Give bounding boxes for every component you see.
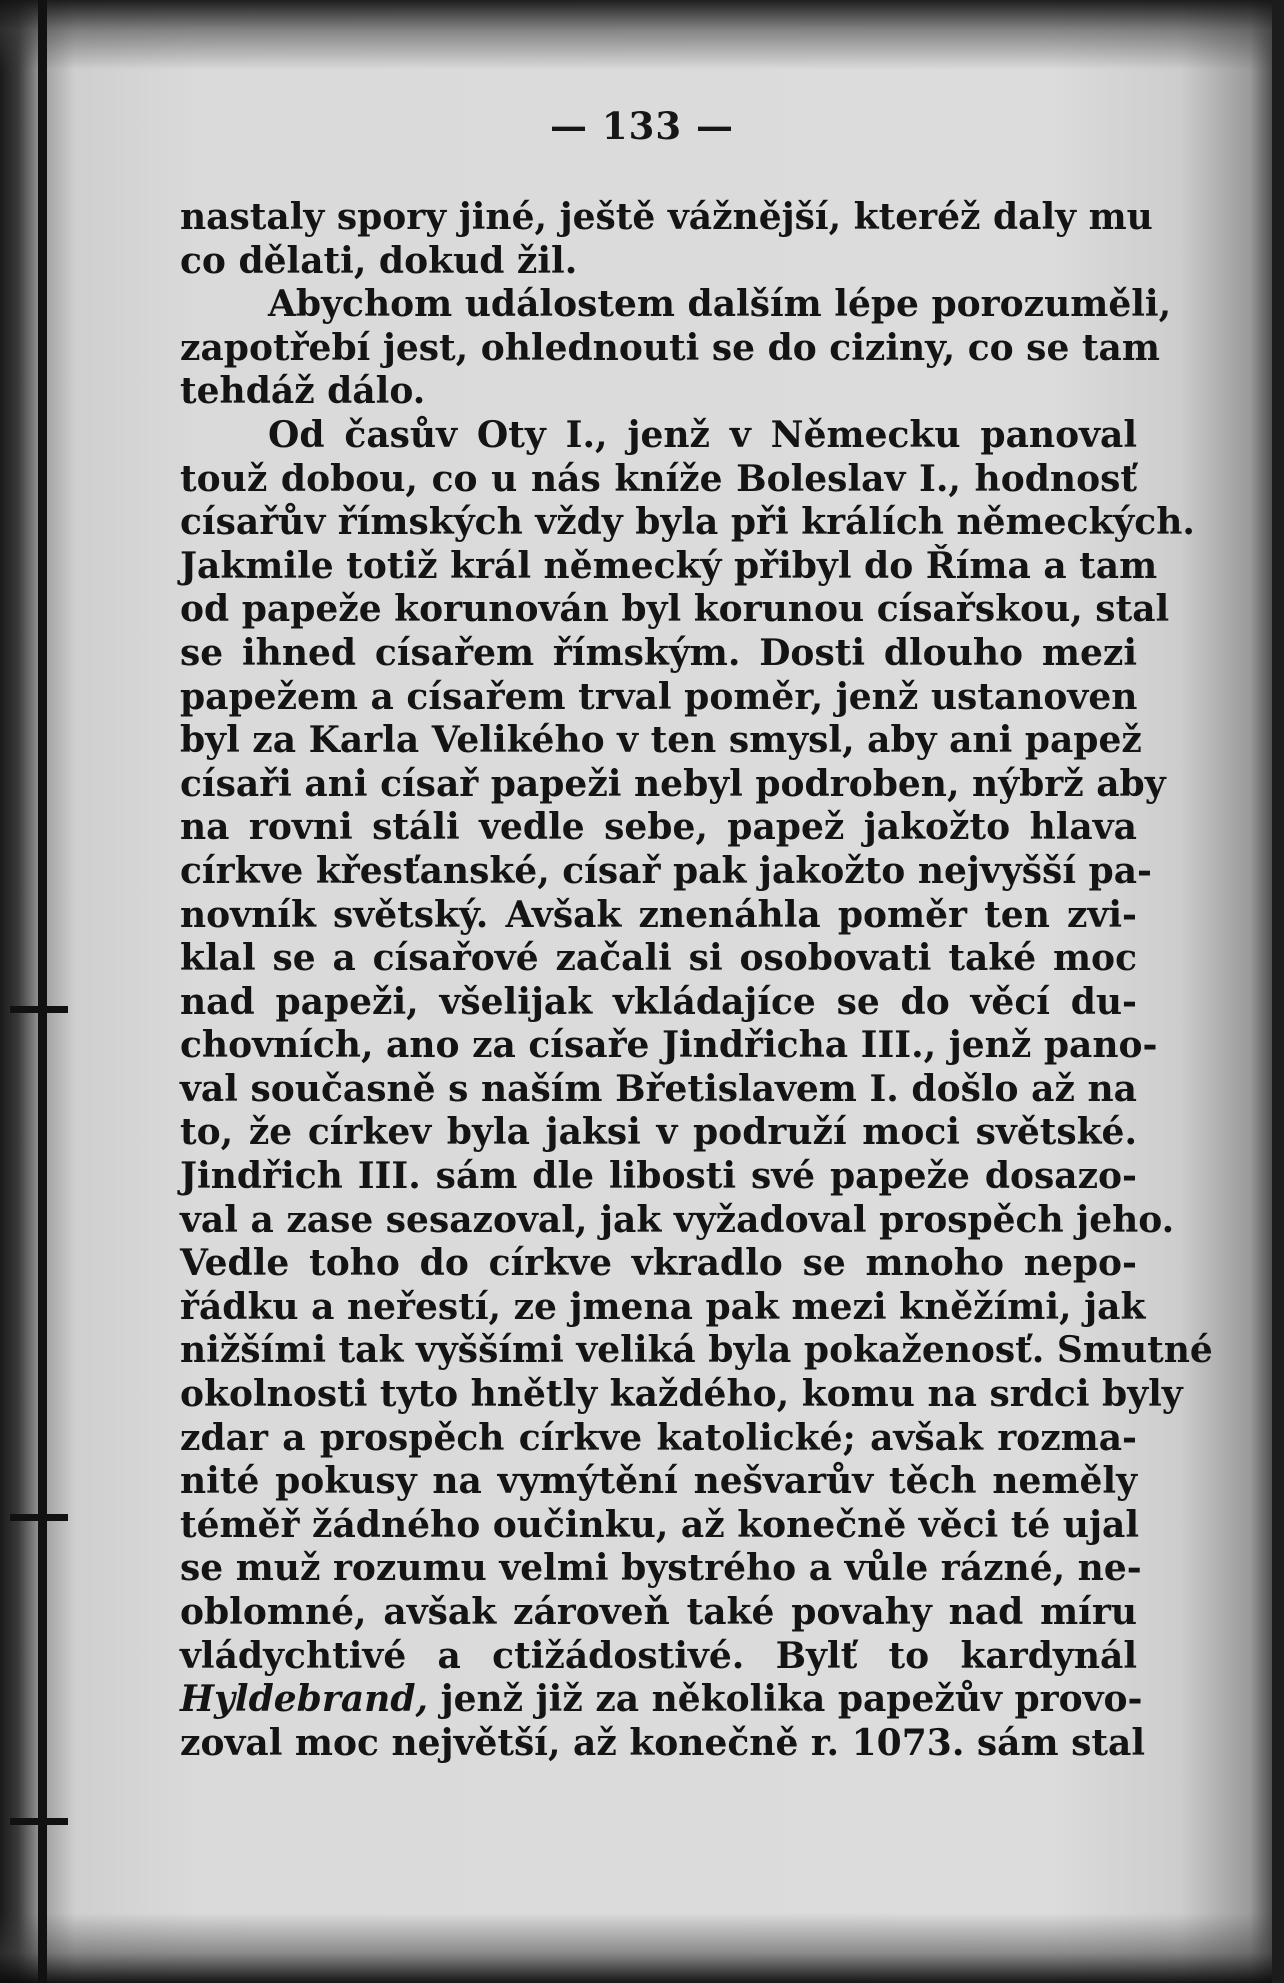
text-line: [180, 676, 1137, 720]
line-text: Od časův Oty I., jenž v Německu panoval: [268, 413, 1137, 456]
text-line: [180, 1024, 1158, 1068]
line-text: církve křesťanské, císař pak jakožto nejvyšší pa-: [180, 849, 1152, 892]
binding-mark: [10, 1006, 68, 1013]
binding-mark: [10, 1818, 68, 1825]
line-text: se ihned císařem římským. Dosti dlouho mezi: [180, 631, 1137, 674]
line-text: co dělati, dokud žil.: [180, 239, 578, 282]
line-text: tehdáž dálo.: [180, 370, 426, 413]
line-text: touž dobou, co u nás kníže Boleslav I., hodnosť: [180, 457, 1137, 500]
text-line: [180, 544, 1158, 589]
text-line: [180, 632, 1137, 676]
line-text: jenž již za několika papežův provo-: [428, 1678, 1143, 1721]
text-line: [180, 501, 1195, 545]
top-edge-shadow: [0, 0, 1284, 70]
text-line: [180, 806, 1137, 850]
line-text: Abychom událostem dalším lépe porozuměli,: [268, 283, 1172, 326]
text-line: [180, 1635, 1137, 1679]
text-line: [180, 1504, 1137, 1548]
line-text: to, že církev byla jaksi v podruží moci světské.: [180, 1111, 1137, 1154]
text-line: [180, 937, 1137, 981]
text-line: [180, 981, 1137, 1025]
text-line: [180, 719, 1142, 763]
binding-edge: [38, 0, 47, 1983]
line-text: nad papeži, všelijak vkládajíce se do věcí du-: [180, 980, 1137, 1023]
line-text: oblomné, avšak zároveň také povahy nad míru: [180, 1591, 1137, 1633]
bottom-edge-shadow: [0, 1913, 1284, 1983]
line-text: byl za Karla Velikého v ten smysl, aby ani papež: [180, 719, 1142, 762]
line-text: zapotřebí jest, ohlednouti se do ciziny, co se tam: [180, 326, 1160, 369]
binding-mark: [10, 1514, 68, 1521]
line-text: klal se a císařové začali si osobovati také moc: [180, 937, 1137, 980]
text-line: [180, 762, 1166, 807]
text-line: [180, 326, 1160, 371]
text-line: [180, 849, 1152, 894]
line-text: Jindřich III. sám dle libosti své papeže dosazo-: [180, 1155, 1137, 1198]
line-text: na rovni stáli vedle sebe, papež jakožto hlava: [180, 806, 1137, 849]
line-text: val současně s naším Břetislavem I. došlo až na: [180, 1067, 1137, 1110]
text-line: [180, 1285, 1146, 1330]
line-text: se muž rozumu velmi bystrého a vůle rázné, ne-: [180, 1547, 1142, 1590]
line-text: zdar a prospěch církve katolické; avšak rozma-: [180, 1416, 1137, 1459]
text-line: [180, 1198, 1175, 1243]
line-text: císaři ani císař papeži nebyl podroben, nýbrž aby: [180, 762, 1166, 805]
text-line: [180, 1460, 1137, 1504]
text-line: [180, 1591, 1137, 1635]
line-text: nižšími tak vyššími veliká byla pokaženosť. Smutné: [180, 1329, 1213, 1372]
line-text: vládychtivé a ctižádostivé. Bylť to kardynál: [180, 1634, 1137, 1677]
text-line: [180, 1417, 1137, 1461]
text-line: [180, 1721, 1146, 1766]
text-line: [180, 283, 1172, 327]
line-text: chovních, ano za císaře Jindřicha III., jenž pano-: [180, 1024, 1158, 1067]
line-text: od papeže korunován byl korunou císařskou, stal: [180, 588, 1170, 631]
text-line: [180, 1373, 1183, 1417]
line-text: nastaly spory jiné, ještě vážnější, kteréž daly mu: [180, 196, 1153, 238]
line-text: císařův římských vždy byla při králích německých.: [180, 501, 1195, 544]
text-line: [180, 240, 1137, 284]
text-line: [180, 894, 1137, 938]
line-text: val a zase sesazoval, jak vyžadoval prospěch jeho.: [180, 1198, 1175, 1241]
text-line: [180, 458, 1137, 502]
line-text: Jakmile totiž král německý přibyl do Říma a tam: [180, 544, 1158, 587]
text-line: [180, 1155, 1137, 1199]
text-line: [180, 588, 1170, 632]
line-text: téměř žádného oučinku, až konečně věci té ujal: [180, 1503, 1139, 1546]
italic-name: Hyldebrand,: [180, 1678, 429, 1721]
text-line: [180, 1547, 1142, 1591]
line-text: řádku a neřestí, ze jmena pak mezi kněžími, jak: [180, 1285, 1146, 1328]
text-line: [180, 414, 1137, 458]
text-line: [180, 1111, 1137, 1155]
right-page-edge: [1272, 0, 1284, 1983]
line-text: zoval moc největší, až konečně r. 1073. sám stal: [180, 1721, 1146, 1764]
line-text: papežem a císařem trval poměr, jenž ustanoven: [180, 675, 1138, 718]
body-text: [180, 196, 1213, 1765]
text-line: [180, 1068, 1137, 1112]
text-line: [180, 1678, 1143, 1722]
line-text: okolnosti tyto hnětly každého, komu na srdci byly: [180, 1373, 1183, 1416]
page-number: — 133 —: [550, 104, 734, 148]
text-line: [180, 196, 1153, 240]
line-text: nité pokusy na vymýtění nešvarův těch neměly: [180, 1460, 1137, 1503]
line-text: novník světský. Avšak znenáhla poměr ten zvi-: [180, 893, 1137, 936]
text-line: [180, 1242, 1137, 1286]
text-line: [180, 1329, 1213, 1373]
line-text: Vedle toho do církve vkradlo se mnoho nepo-: [180, 1242, 1137, 1285]
text-line: [180, 370, 1137, 414]
